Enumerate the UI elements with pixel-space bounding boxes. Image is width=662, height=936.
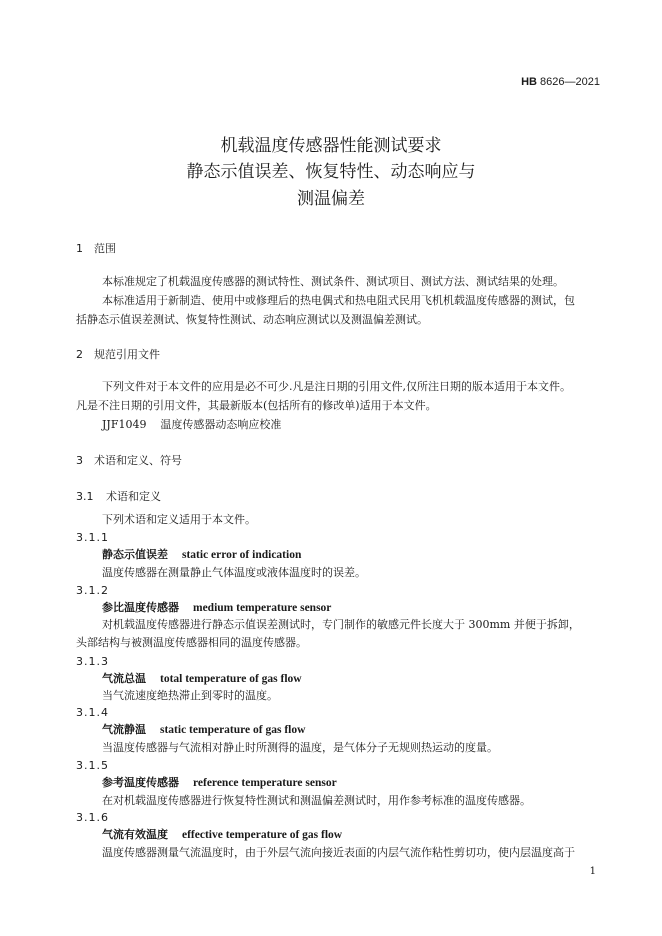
standard-number: HB 8626—2021 — [521, 76, 600, 88]
document-title-line-1: 机载温度传感器性能测试要求 — [220, 136, 442, 156]
term-number: 3.1.2 — [76, 584, 109, 597]
term-number: 3.1.5 — [76, 759, 109, 772]
term-definition: 在对机载温度传感器进行恢复特性测试和测温偏差测试时，用作参考标准的温度传感器。 — [102, 794, 531, 807]
term-definition: 温度传感器在测量静止气体温度或液体温度时的误差。 — [102, 566, 366, 579]
term-heading: 参比温度传感器 medium temperature sensor — [102, 601, 332, 614]
term-definition: 温度传感器测量气流温度时，由于外层气流向接近表面的内层气流作粘性剪切功，使内层温度高于 — [102, 846, 575, 859]
section-2-paragraph-1b: 凡是不注日期的引用文件，其最新版本(包括所有的修改单)适用于本文件。 — [76, 399, 437, 412]
section-1-heading: 1 范围 — [76, 242, 116, 255]
term-number: 3.1.3 — [76, 655, 109, 668]
page-number: 1 — [589, 866, 596, 877]
section-3-1-intro: 下列术语和定义适用于本文件。 — [102, 513, 256, 526]
term-definition: 当温度传感器与气流相对静止时所测得的温度，是气体分子无规则热运动的度量。 — [102, 741, 498, 754]
term-heading: 气流总温 total temperature of gas flow — [102, 672, 302, 685]
term-number: 3.1.6 — [76, 811, 109, 824]
section-1-paragraph-2b: 括静态示值误差测试、恢复特性测试、动态响应测试以及测温偏差测试。 — [76, 313, 428, 326]
term-definition: 对机载温度传感器进行静态示值误差测试时，专门制作的敏感元件长度大于 300mm 并便于拆卸， — [102, 618, 580, 631]
section-2-heading: 2 规范引用文件 — [76, 348, 160, 361]
term-heading: 气流有效温度 effective temperature of gas flow — [102, 828, 343, 841]
normative-reference: JJF1049 温度传感器动态响应校准 — [102, 418, 282, 431]
term-heading: 参考温度传感器 reference temperature sensor — [102, 776, 337, 789]
document-title-line-3: 测温偏差 — [297, 189, 365, 209]
term-definition-continued: 头部结构与被测温度传感器相同的温度传感器。 — [76, 636, 307, 649]
term-number: 3.1.1 — [76, 531, 109, 544]
section-3-heading: 3 术语和定义、符号 — [76, 454, 182, 467]
section-1-paragraph-1: 本标准规定了机载温度传感器的测试特性、测试条件、测试项目、测试方法、测试结果的处理。 — [102, 275, 564, 288]
section-3-1-heading: 3.1 术语和定义 — [76, 490, 161, 503]
term-definition: 当气流速度绝热滞止到零时的温度。 — [102, 689, 278, 702]
document-title-line-2: 静态示值误差、恢复特性、动态响应与 — [186, 162, 476, 182]
term-heading: 气流静温 static temperature of gas flow — [102, 723, 306, 736]
section-2-paragraph-1a: 下列文件对于本文件的应用是必不可少.凡是注日期的引用文件,仅所注日期的版本适用于本文件。 — [102, 380, 571, 393]
section-1-paragraph-2a: 本标准适用于新制造、使用中或修理后的热电偶式和热电阻式民用飞机机载温度传感器的测试，包 — [102, 294, 575, 307]
term-number: 3.1.4 — [76, 706, 109, 719]
term-heading: 静态示值误差 static error of indication — [102, 548, 302, 561]
